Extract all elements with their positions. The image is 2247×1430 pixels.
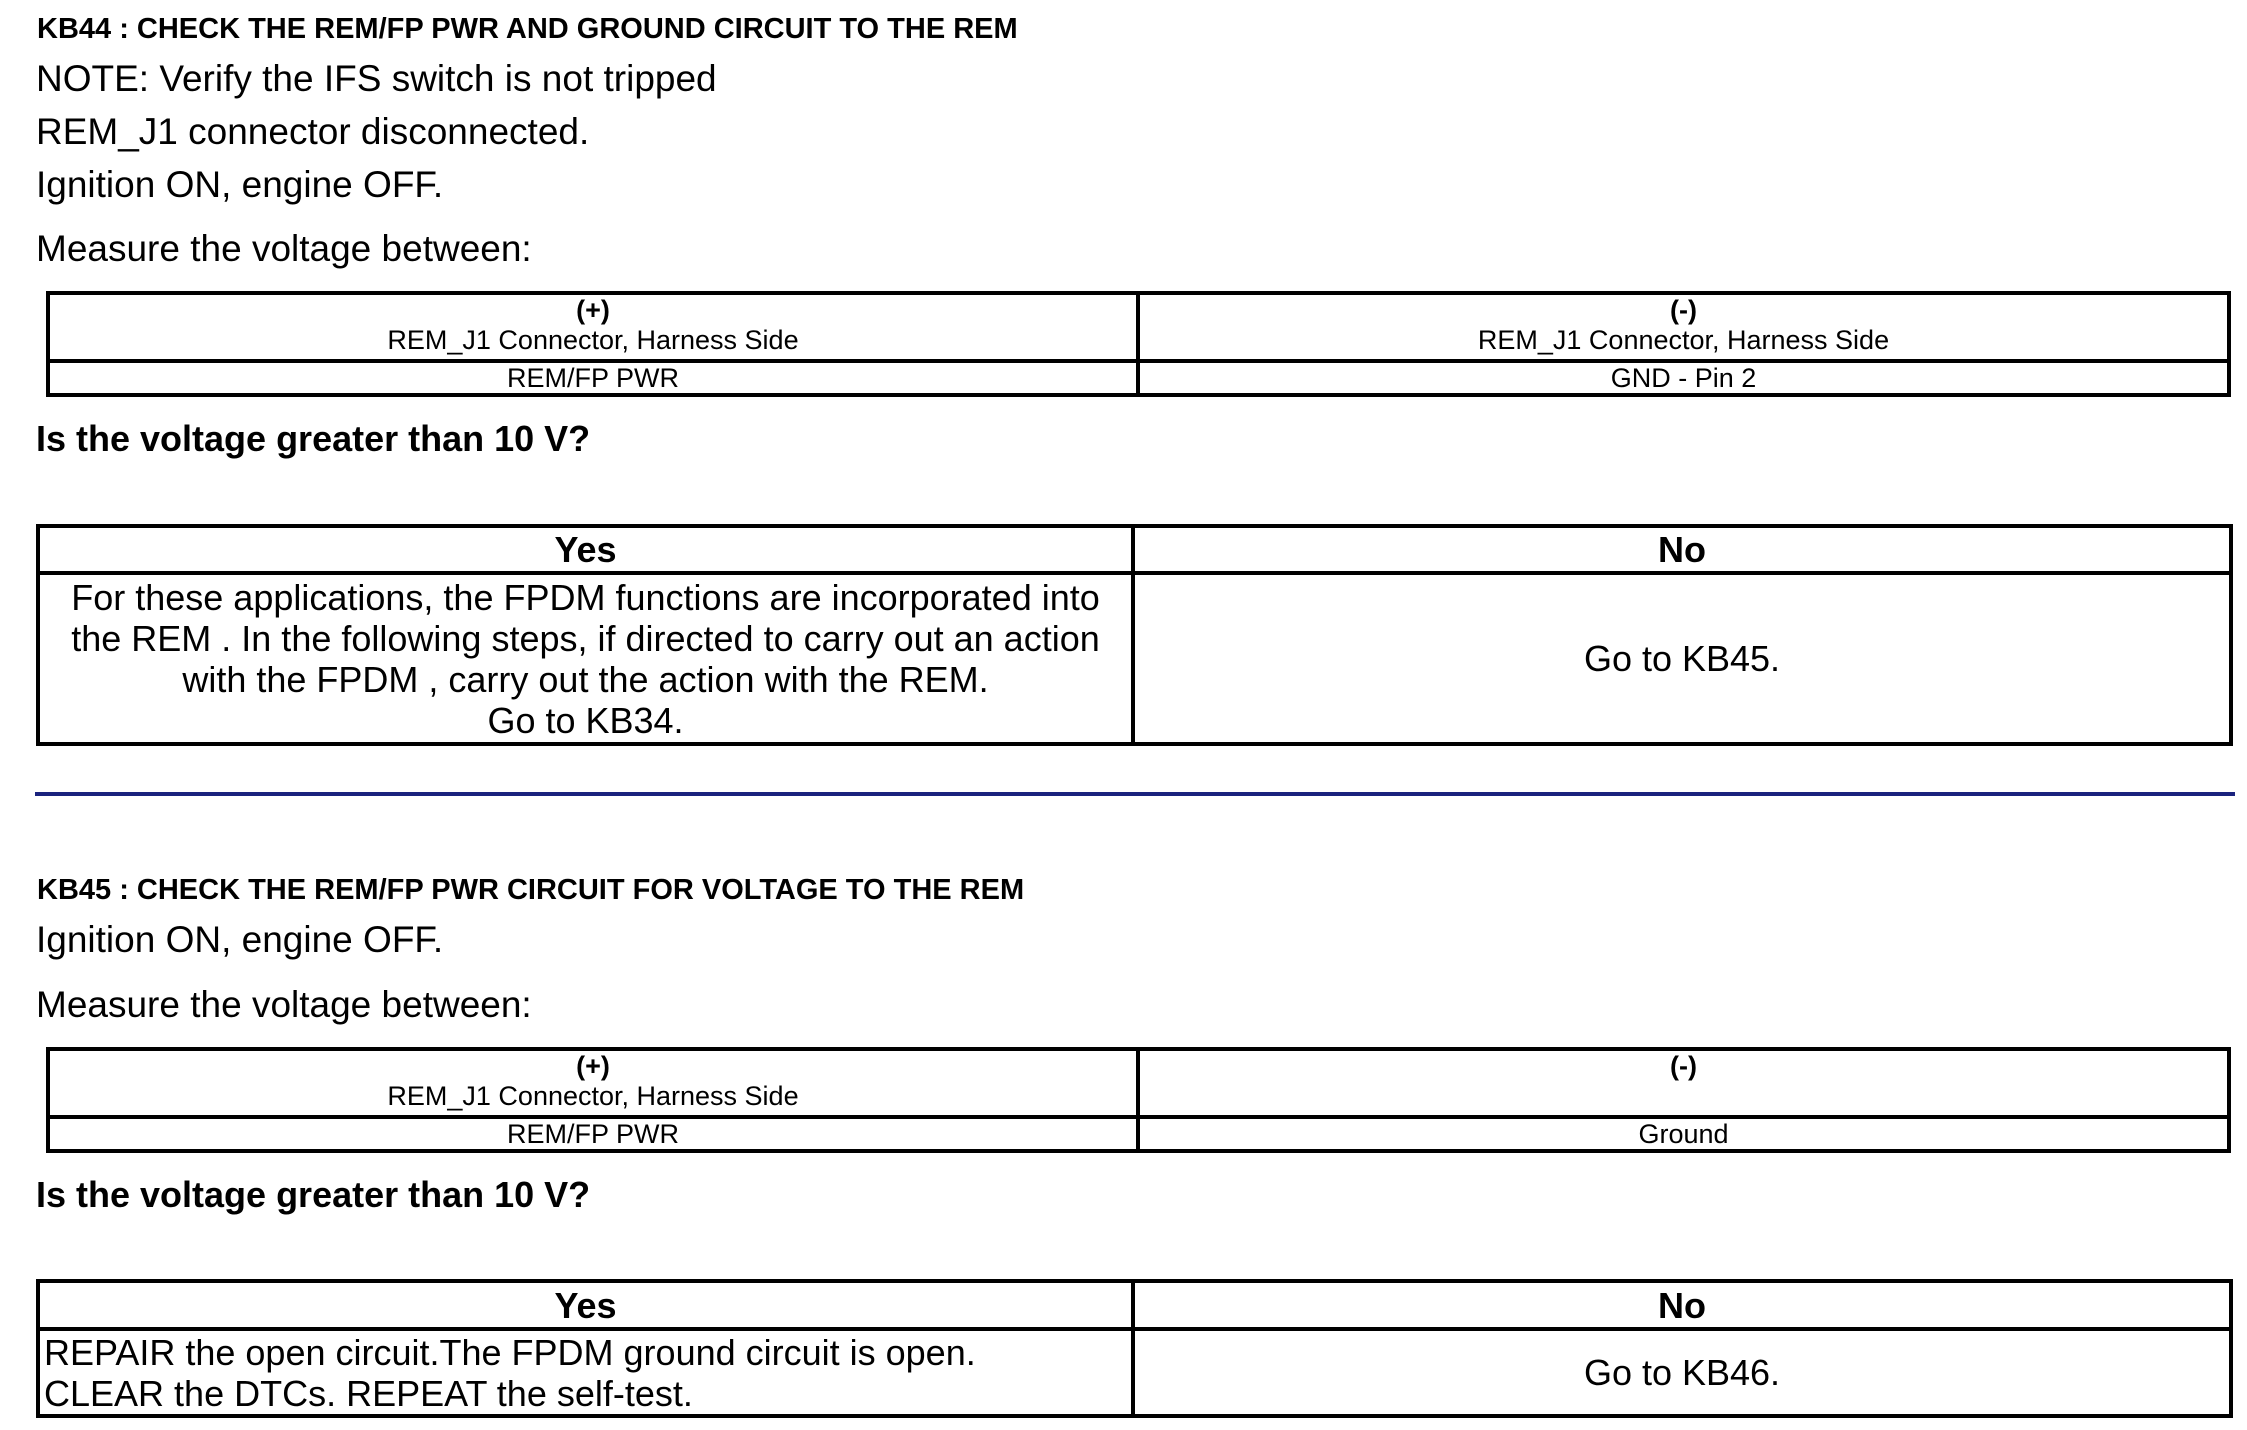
kb44-answer-table	[36, 524, 2233, 746]
yes-answer-line: CLEAR the DTCs. REPEAT the self-test.	[44, 1372, 693, 1414]
kb44-connector-step: REM_J1 connector disconnected.	[36, 111, 590, 152]
negative-symbol: (-)	[1670, 295, 1697, 325]
positive-pin-value: REM/FP PWR	[48, 361, 1138, 395]
negative-pin-value: GND - Pin 2	[1138, 361, 2229, 395]
kb45-measurement-table	[46, 1047, 2231, 1153]
kb44-measure-instruction: Measure the voltage between:	[36, 228, 532, 269]
section-divider	[35, 792, 2235, 796]
answer-header-row	[38, 1281, 2231, 1329]
positive-symbol: (+)	[576, 1051, 610, 1081]
yes-answer-line: REPAIR the open circuit.The FPDM ground circuit is open.	[44, 1331, 976, 1373]
measurement-header-row	[48, 1049, 2229, 1117]
kb44-measurement-table	[46, 291, 2231, 397]
no-header: No	[1133, 526, 2231, 573]
negative-symbol: (-)	[1670, 1051, 1697, 1081]
yes-answer-line: with the FPDM , carry out the action with the REM.	[182, 658, 989, 700]
answer-body-row	[38, 573, 2231, 744]
negative-connector-label: REM_J1 Connector, Harness Side	[1477, 325, 1890, 355]
no-header: No	[1133, 1281, 2231, 1329]
positive-symbol: (+)	[576, 295, 610, 325]
yes-answer-cell	[38, 573, 1133, 744]
yes-header: Yes	[38, 1281, 1133, 1329]
negative-probe-cell	[1138, 293, 2229, 361]
kb45-measure-instruction: Measure the voltage between:	[36, 984, 532, 1025]
no-answer-cell: Go to KB46.	[1133, 1329, 2231, 1416]
negative-pin-value: Ground	[1138, 1117, 2229, 1151]
kb44-ignition-step: Ignition ON, engine OFF.	[36, 164, 444, 205]
yes-header: Yes	[38, 526, 1133, 573]
measurement-value-row	[48, 1117, 2229, 1151]
positive-probe-cell	[48, 293, 1138, 361]
positive-probe-cell	[48, 1049, 1138, 1117]
measurement-value-row	[48, 361, 2229, 395]
kb44-heading: KB44 : CHECK THE REM/FP PWR AND GROUND CIRCUIT TO THE REM	[37, 13, 1018, 45]
kb44-note: NOTE: Verify the IFS switch is not tripped	[36, 58, 717, 99]
kb45-answer-table	[36, 1279, 2233, 1418]
kb45-ignition-step: Ignition ON, engine OFF.	[36, 919, 444, 960]
yes-answer-goto: Go to KB34.	[487, 699, 684, 741]
yes-answer-cell	[38, 1329, 1133, 1416]
negative-probe-cell	[1138, 1049, 2229, 1117]
kb44-question: Is the voltage greater than 10 V?	[36, 418, 591, 459]
yes-answer-line: the REM . In the following steps, if directed to carry out an action	[71, 617, 1100, 659]
measurement-header-row	[48, 293, 2229, 361]
answer-header-row	[38, 526, 2231, 573]
yes-answer-line: For these applications, the FPDM functions are incorporated into	[71, 576, 1100, 618]
kb45-heading: KB45 : CHECK THE REM/FP PWR CIRCUIT FOR VOLTAGE TO THE REM	[37, 874, 1025, 906]
positive-pin-value: REM/FP PWR	[48, 1117, 1138, 1151]
answer-body-row	[38, 1329, 2231, 1416]
positive-connector-label: REM_J1 Connector, Harness Side	[387, 325, 799, 355]
no-answer-cell: Go to KB45.	[1133, 573, 2231, 744]
positive-connector-label: REM_J1 Connector, Harness Side	[387, 1081, 799, 1111]
kb45-question: Is the voltage greater than 10 V?	[36, 1174, 591, 1215]
